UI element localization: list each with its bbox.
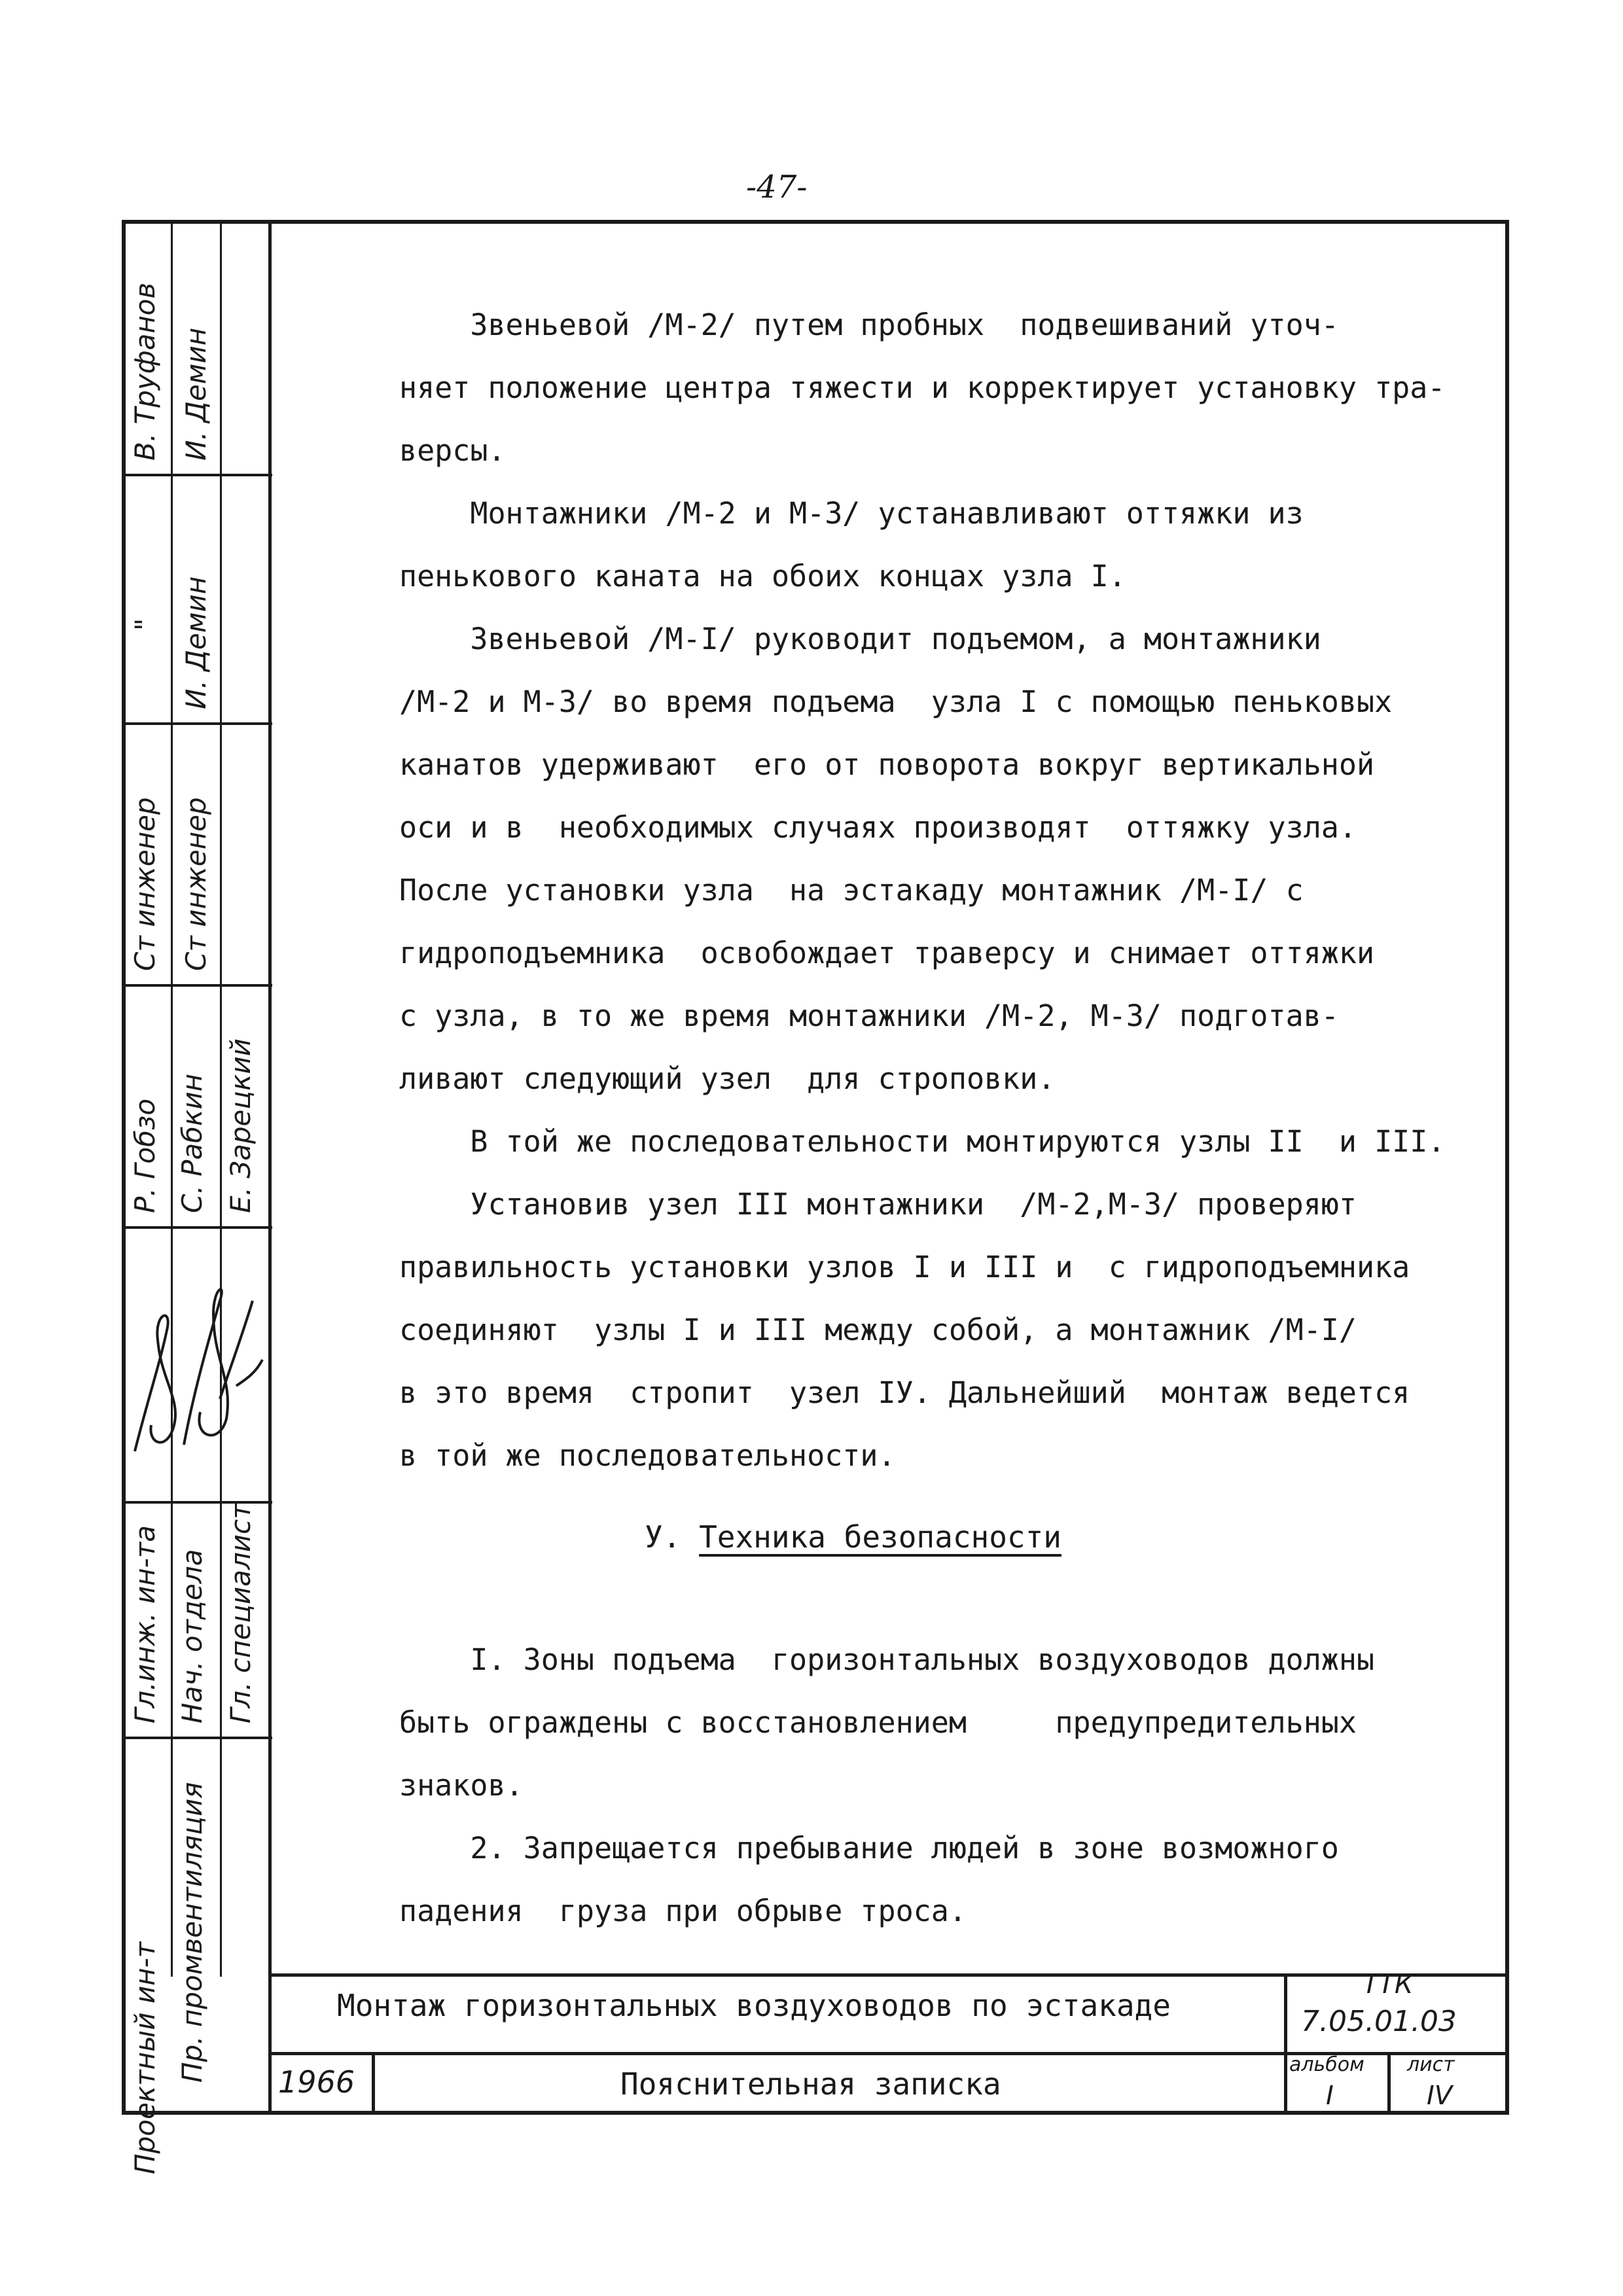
album-label: альбом [1289,2053,1364,2076]
document-subtitle: Пояснительная записка [620,2066,1001,2102]
stamp-row [122,725,272,987]
stamp-name: Р. Гобзо [129,1098,161,1213]
text-line: падения груза при обрыве троса. [399,1894,967,1928]
section-title: Техника безопасности [699,1519,1061,1555]
title-block-border [1387,2052,1391,2115]
sheet-value: IV [1427,2081,1453,2111]
document-title: Монтаж горизонтальных воздуховодов по эстакаде [337,1988,1171,2023]
text-line: 2. Запрещается пребывание людей в зоне возможного [399,1831,1339,1865]
text-line: правильность установки узлов I и III и с гидроподъемника [399,1250,1410,1284]
text-line: Звеньевой /М-I/ руководит подъемом, а монтажники [399,622,1321,656]
text-line: знаков. [399,1768,524,1803]
stamp-name: И. Демин [180,576,212,709]
section-heading [645,1519,1061,1555]
text-line: /М-2 и М-3/ во время подъема узла I с помощью пеньковых [399,684,1393,719]
text-line: После установки узла на эстакаду монтажник /М-I/ с [399,873,1304,908]
stamp-title: Нач. отдела [176,1549,208,1723]
text-line: версы. [399,433,506,468]
text-line: Установив узел III монтажники /М-2,М-3/ проверяют [399,1187,1357,1222]
text-line: оси и в необходимых случаях производят оттяжку узла. [399,810,1357,845]
stamp-row-signatures [122,1229,272,1504]
approval-stamp-column [122,220,272,2174]
stamp-name: В. Труфанов [129,282,161,461]
stamp-row [122,987,272,1229]
sheet-label: лист [1407,2053,1455,2076]
stamp-org: Проектный ин-т [129,1941,161,2174]
stamp-title: Ст инженер [180,797,212,971]
stamp-name: " [129,618,161,631]
title-block-border [1284,1973,1287,2115]
stamp-row [122,476,272,725]
text-line: пенькового каната на обоих концах узла I. [399,559,1126,593]
stamp-name: Е. Зарецкий [224,1038,257,1213]
text-line: I. Зоны подъема горизонтальных воздуховодов должны [399,1642,1375,1677]
document-code: 7.05.01.03 [1301,2005,1457,2038]
text-line: соединяют узлы I и III между собой, а монтажник /М-I/ [399,1313,1357,1347]
stamp-title: Ст инженер [129,797,161,971]
text-line: Звеньевой /М-2/ путем пробных подвешиваний уточ- [399,308,1339,342]
text-line: ливают следующий узел для строповки. [399,1061,1056,1096]
text-line: няет положение центра тяжести и корректирует установку тра- [399,370,1446,405]
text-line: быть ограждены с восстановлением предупредительных [399,1705,1357,1740]
title-block-border [268,1973,1509,1977]
text-line: в это время стропит узел IУ. Дальнейший монтаж ведется [399,1375,1410,1410]
album-value: I [1326,2081,1334,2111]
text-line: гидроподъемника освобождает траверсу и снимает оттяжки [399,936,1375,970]
signature-mark [122,1229,272,1504]
stamp-org: Пр. промвентиляция [176,1782,208,2083]
stamp-name: И. Демин [180,327,212,461]
stamp-title: Гл. специалист [224,1503,257,1723]
code-label: ТТК [1363,1969,1414,2000]
stamp-row [122,1739,272,2187]
text-line: с узла, в то же время монтажники /М-2, М-3/ подготав- [399,998,1339,1033]
stamp-row [122,1504,272,1739]
title-block-border [372,2052,375,2115]
text-line: Монтажники /М-2 и М-3/ устанавливают оттяжки из [399,496,1304,531]
stamp-name: С. Рабкин [176,1073,208,1213]
text-line: в той же последовательности. [399,1438,896,1473]
section-number: У. [645,1519,700,1555]
stamp-title: Гл.инж. ин-та [129,1525,161,1723]
text-line: канатов удерживают его от поворота вокруг вертикальной [399,747,1375,782]
stamp-row [122,220,272,476]
page-number: -47- [746,169,808,205]
year: 1966 [278,2064,355,2100]
text-line: В той же последовательности монтируются узлы II и III. [399,1124,1446,1159]
